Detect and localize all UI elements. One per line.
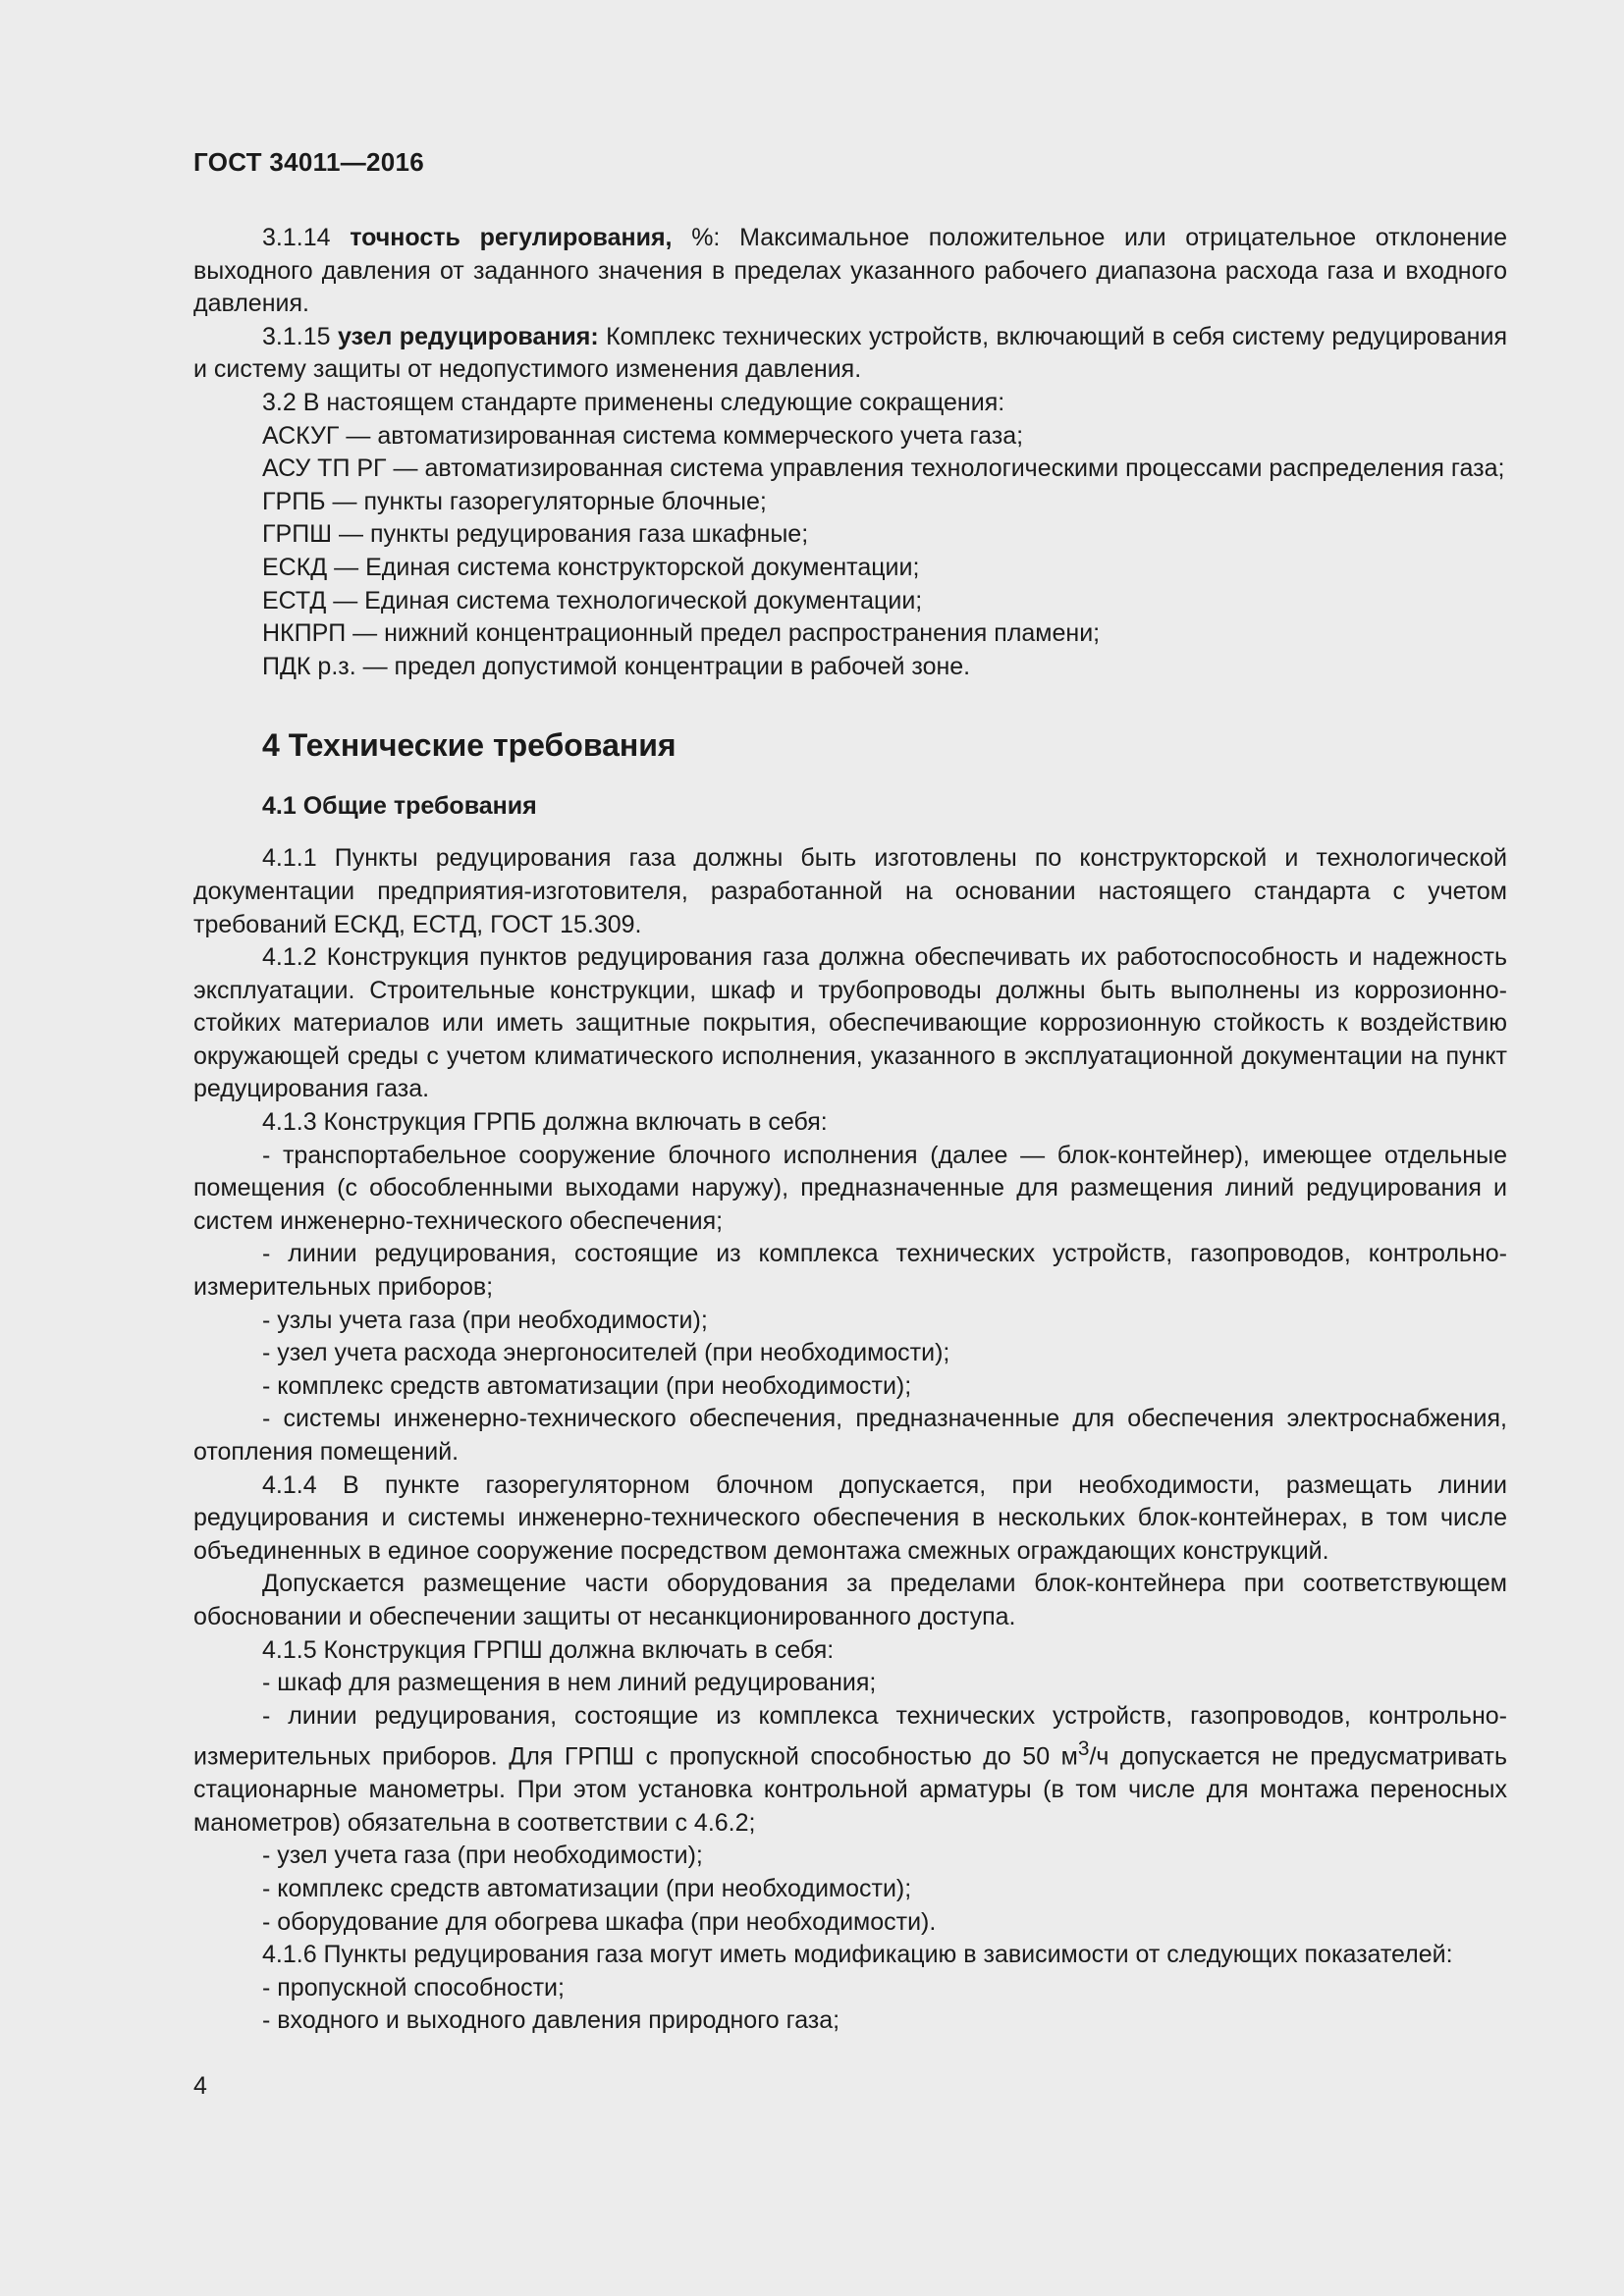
- list-item: - узлы учета газа (при необходимости);: [262, 1306, 708, 1334]
- list-item: - комплекс средств автоматизации (при необходимости);: [262, 1875, 912, 1903]
- document-body: [193, 222, 1507, 2038]
- abbreviation-item: ЕСТД — Единая система технологической документации;: [262, 586, 923, 614]
- abbreviation-item: АСКУГ — автоматизированная система коммерческого учета газа;: [262, 421, 1024, 450]
- abbreviations-intro: 3.2 В настоящем стандарте применены следующие сокращения:: [262, 388, 1005, 416]
- list-item: - транспортабельное сооружение блочного исполнения (далее — блок-контейнер), имеющее отдельные помещения (с обособленными выходами наружу), предназначенные для размещения линий редуцирования и систем инженерно-технического обеспечения;: [193, 1141, 1507, 1235]
- definition-3-1-14: 3.1.14 точность регулирования, %: Максимальное положительное или отрицательное отклонение выходного давления от заданного значения в пределах указанного рабочего диапазона расхода газа и входного давления.: [193, 224, 1507, 318]
- abbreviation-item: НКПРП — нижний концентрационный предел распространения пламени;: [262, 619, 1101, 648]
- list-item: - оборудование для обогрева шкафа (при необходимости).: [262, 1907, 937, 1936]
- list-item: - узел учета расхода энергоносителей (при необходимости);: [262, 1339, 950, 1367]
- list-item: - линии редуцирования, состоящие из комплекса технических устройств, газопроводов, контрольно-измерительных приборов. Для ГРПШ с пропускной способностью до 50 $м^3/ч$ допускается не предусматривать стационарные манометры. При этом установка контрольной арматуры (в том числе для монтажа переносных манометров) обязательна в соответствии с 4.6.2;: [193, 1701, 1507, 1837]
- list-item: - системы инженерно-технического обеспечения, предназначенные для обеспечения электроснабжения, отопления помещений.: [193, 1405, 1507, 1466]
- paragraph-4-1-2: 4.1.2 Конструкция пунктов редуцирования газа должна обеспечивать их работоспособность и надежность эксплуатации. Строительные конструкции, шкаф и трубопроводы должны быть выполнены из коррозионно-стойких материалов или иметь защитные покрытия, обеспечивающие коррозионную стойкость к воздействию окружающей среды с учетом климатического исполнения, указанного в эксплуатационной документации на пункт редуцирования газа.: [193, 943, 1507, 1103]
- subsection-title: 4.1 Общие требования: [262, 792, 537, 821]
- paragraph-4-1-4-note: Допускается размещение части оборудования за пределами блок-контейнера при соответствующем обосновании и обеспечении защиты от несанкционированного доступа.: [193, 1570, 1507, 1630]
- paragraph-4-1-5: 4.1.5 Конструкция ГРПШ должна включать в себя:: [262, 1635, 835, 1664]
- list-item: - линии редуцирования, состоящие из комплекса технических устройств, газопроводов, контрольно-измерительных приборов;: [193, 1240, 1507, 1302]
- abbreviation-item: ГРПШ — пункты редуцирования газа шкафные;: [262, 520, 809, 549]
- list-item: - узел учета газа (при необходимости);: [262, 1842, 703, 1870]
- list-item: - пропускной способности;: [262, 1973, 565, 2002]
- abbreviation-item: ПДК р.з. — предел допустимой концентрации в рабочей зоне.: [262, 652, 971, 680]
- paragraph-4-1-3: 4.1.3 Конструкция ГРПБ должна включать в себя:: [262, 1108, 828, 1137]
- list-item: - комплекс средств автоматизации (при необходимости);: [262, 1371, 912, 1400]
- list-item: - шкаф для размещения в нем линий редуцирования;: [262, 1669, 877, 1697]
- abbreviation-item: ГРПБ — пункты газорегуляторные блочные;: [262, 487, 767, 515]
- document-header: ГОСТ 34011—2016: [193, 147, 425, 177]
- paragraph-4-1-4: 4.1.4 В пункте газорегуляторном блочном допускается, при необходимости, размещать линии редуцирования и системы инженерно-технического обеспечения в нескольких блок-контейнерах, в том числе объединенных в единое сооружение посредством демонтажа смежных ограждающих конструкций.: [193, 1470, 1507, 1565]
- definition-3-1-15: 3.1.15 узел редуцирования: Комплекс технических устройств, включающий в себя систему редуцирования и систему защиты от недопустимого изменения давления.: [193, 322, 1507, 384]
- section-title: 4 Технические требования: [262, 727, 677, 764]
- superscript: 3: [1077, 1737, 1090, 1761]
- paragraph-4-1-1: 4.1.1 Пункты редуцирования газа должны быть изготовлены по конструкторской и технологической документации предприятия-изготовителя, разработанной на основании настоящего стандарта с учетом требований ЕСКД, ЕСТД, ГОСТ 15.309.: [193, 844, 1507, 938]
- term: точность регулирования,: [350, 224, 673, 251]
- abbreviation-item: АСУ ТП РГ — автоматизированная система управления технологическими процессами распределения газа;: [262, 454, 1505, 483]
- term: узел редуцирования:: [337, 322, 599, 350]
- list-item: - входного и выходного давления природного газа;: [262, 2006, 840, 2035]
- abbreviation-item: ЕСКД — Единая система конструкторской документации;: [262, 553, 920, 581]
- page-number: 4: [193, 2072, 207, 2100]
- paragraph-4-1-6: 4.1.6 Пункты редуцирования газа могут иметь модификацию в зависимости от следующих показателей:: [262, 1941, 1453, 1969]
